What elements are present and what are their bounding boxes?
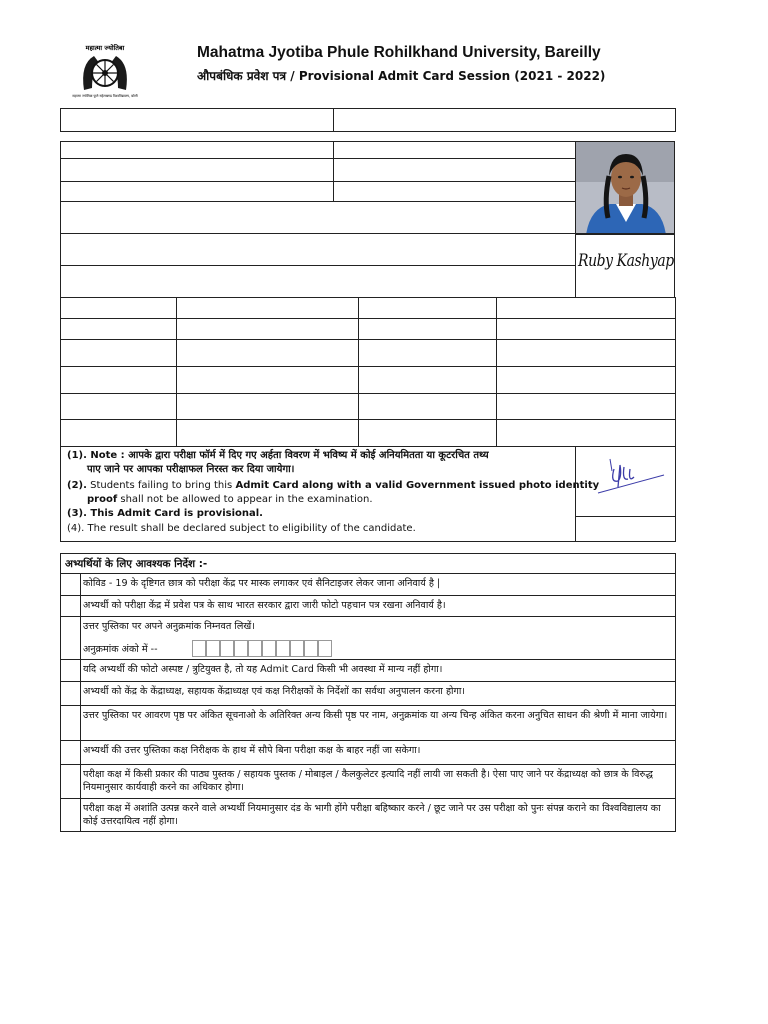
instruction-row: अभ्यर्थी को केंद्र के केंद्राध्यक्ष, सहायक केंद्राध्यक्ष एवं कक्ष निरीक्षकों के निर्देशों का सर्वथा अनुपालन करना होगा। <box>60 681 676 706</box>
table-cell <box>358 318 497 340</box>
table-cell <box>60 297 177 319</box>
table-cell <box>176 318 359 340</box>
table-cell <box>496 297 676 319</box>
info-cell <box>333 158 576 182</box>
table-cell <box>358 366 497 394</box>
table-cell <box>358 419 497 447</box>
authority-box-lower <box>575 516 676 542</box>
authority-signature-box <box>575 446 676 517</box>
roll-digit-box[interactable] <box>234 640 248 657</box>
table-cell <box>176 339 359 367</box>
university-logo <box>62 40 148 102</box>
roll-digit-box[interactable] <box>304 640 318 657</box>
table-cell <box>60 393 177 420</box>
logo-top-text: महात्मा ज्योतिबा <box>85 44 125 52</box>
table-cell <box>358 297 497 319</box>
instruction-row: परीक्षा कक्ष में अशांति उत्पन्न करने वाले अभ्यर्थी नियमानुसार दंड के भागी होंगे परीक्षा बहिष्कार करने / छूट जाने पर उस परीक्षा को पुनः संपन्न कराने का विश्वविद्यालय का कोई उत्तरदायित्व नहीं होगा। <box>60 798 676 832</box>
table-cell <box>358 393 497 420</box>
info-cell <box>60 233 576 266</box>
roll-digit-box[interactable] <box>262 640 276 657</box>
table-cell <box>60 419 177 447</box>
info-cell <box>60 181 334 202</box>
instruction-row: अभ्यर्थी को परीक्षा केंद्र में प्रवेश पत्र के साथ भारत सरकार द्वारा जारी फोटो पहचान पत्र रखना अनिवार्य है। <box>60 595 676 617</box>
table-cell <box>496 366 676 394</box>
instruction-row: अभ्यर्थी की उत्तर पुस्तिका कक्ष निरीक्षक के हाथ में सौपे बिना परीक्षा कक्ष के बाहर नहीं जा सकेगा। <box>60 740 676 765</box>
info-cell <box>333 108 676 132</box>
instruction-row: यदि अभ्यर्थी की फोटो अस्पष्ट / त्रुटियुक्त है, तो यह Admit Card किसी भी अवस्था में मान्य नहीं होगा। <box>60 659 676 682</box>
table-cell <box>176 419 359 447</box>
roll-digit-box[interactable] <box>318 640 332 657</box>
info-cell <box>60 265 576 298</box>
table-cell <box>176 366 359 394</box>
notes-box <box>60 446 600 542</box>
roll-digit-box[interactable] <box>290 640 304 657</box>
table-cell <box>60 366 177 394</box>
note-2: (2). Students failing to bring this Admit Card along with a valid Government issued photo identity <box>67 480 600 491</box>
table-cell <box>496 318 676 340</box>
info-cell <box>60 141 334 159</box>
roll-digit-box[interactable] <box>276 640 290 657</box>
info-cell <box>60 201 576 234</box>
table-cell <box>60 318 177 340</box>
info-cell <box>333 181 576 202</box>
table-cell <box>358 339 497 367</box>
note-1-cont: पाए जाने पर आपका परीक्षाफल निरस्त कर दिया जायेगा। <box>87 464 295 475</box>
info-cell <box>60 108 334 132</box>
roll-digit-box[interactable] <box>220 640 234 657</box>
note-1: (1). Note : आपके द्वारा परीक्षा फॉर्म में दिए गए अर्हता विवरण में भविष्य में कोई अनियमितता या कूटरचित तथ्य <box>67 450 489 461</box>
table-cell <box>496 339 676 367</box>
table-cell <box>176 393 359 420</box>
info-cell <box>60 158 334 182</box>
table-cell <box>496 419 676 447</box>
instruction-row: परीक्षा कक्ष में किसी प्रकार की पाठ्य पुस्तक / सहायक पुस्तक / मोबाइल / कैलकुलेटर इत्यादि नहीं लायी जा सकती है। ऐसा पाए जाने पर केंद्राध्यक्ष को छात्र के विरुद्ध नियमानुसार कार्यवाही करने का अधिकार होगा। <box>60 764 676 799</box>
roll-digit-box[interactable] <box>206 640 220 657</box>
instruction-row: उत्तर पुस्तिका पर अपने अनुक्रमांक निम्नवत लिखें। अनुक्रमांक अंको में -- <box>60 616 676 660</box>
instruction-row: उत्तर पुस्तिका पर आवरण पृष्ठ पर अंकित सूचनाओ के अतिरिक्त अन्य किसी पृष्ठ पर नाम, अनुक्रमांक या अन्य चिन्ह अंकित करना अनुचित साधन की श्रेणी में माना जायेगा। <box>60 705 676 741</box>
note-3: (3). This Admit Card is provisional. <box>67 508 263 519</box>
candidate-signature-text: Ruby Kashyap <box>578 251 674 271</box>
candidate-signature <box>575 234 675 298</box>
university-name: Mahatma Jyotiba Phule Rohilkhand University, Bareilly <box>197 44 601 61</box>
note-4: (4). The result shall be declared subject to eligibility of the candidate. <box>67 523 416 534</box>
note-2-cont: proof shall not be allowed to appear in the examination. <box>87 494 373 505</box>
logo-bottom-text: महात्मा ज्योतिबा फुले रुहेलखण्ड विश्वविद्यालय, बरेली <box>72 94 138 98</box>
table-cell <box>176 297 359 319</box>
roll-digit-box[interactable] <box>248 640 262 657</box>
instruction-row: कोविड - 19 के दृष्टिगत छात्र को परीक्षा केंद्र पर मास्क लगाकर एवं सैनिटाइजर लेकर जाना अनिवार्य है | <box>60 573 676 596</box>
admit-card-title: औपबंधिक प्रवेश पत्र / Provisional Admit Card Session (2021 - 2022) <box>197 69 606 83</box>
roll-number-label: अनुक्रमांक अंको में -- <box>83 644 158 655</box>
table-cell <box>496 393 676 420</box>
info-cell <box>333 141 576 159</box>
roll-digit-box[interactable] <box>192 640 206 657</box>
instructions-heading: अभ्यर्थियों के लिए आवश्यक निर्देश :- <box>60 553 676 574</box>
candidate-photo <box>575 141 675 234</box>
authority-signature <box>576 447 675 516</box>
table-cell <box>60 339 177 367</box>
